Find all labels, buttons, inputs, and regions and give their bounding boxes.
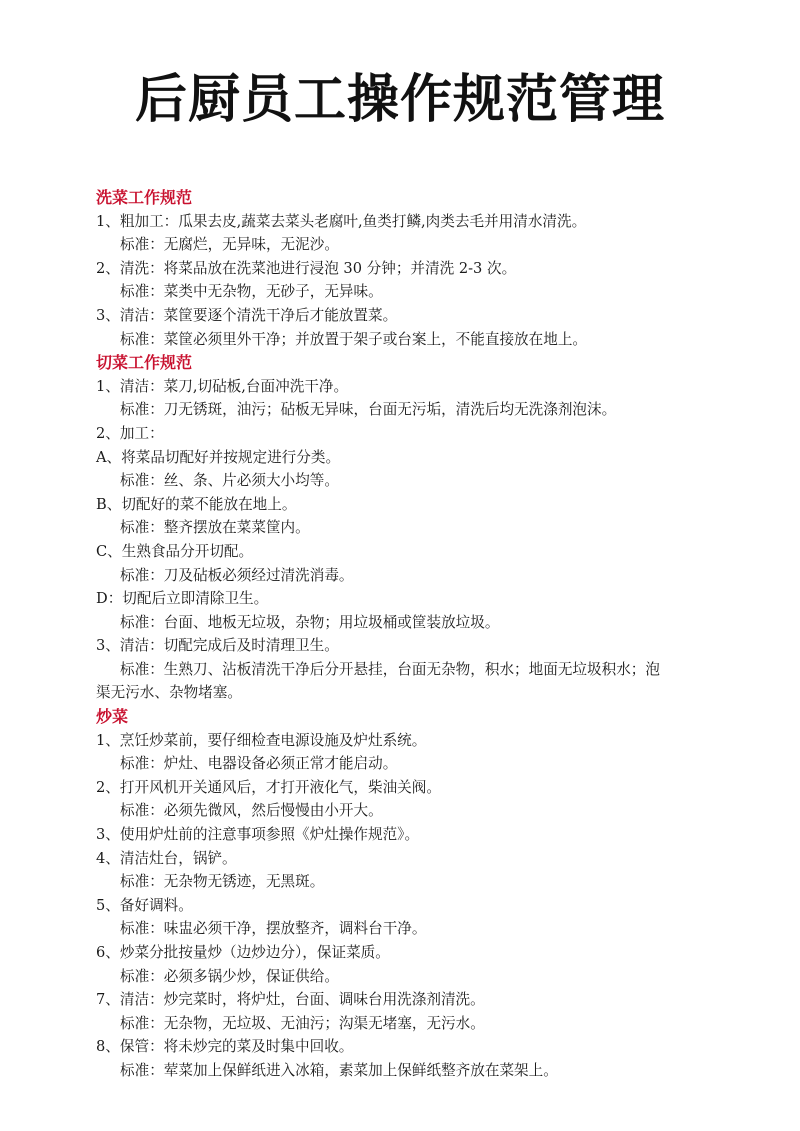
rule-line: 2、加工： <box>96 424 164 442</box>
rule-line: 2、清洗：将菜品放在洗菜池进行浸泡 30 分钟；并清洗 2-3 次。 <box>96 259 517 277</box>
rule-line: D：切配后立即清除卫生。 <box>96 590 269 608</box>
standard-line: 标准：荤菜加上保鲜纸进入冰箱，素菜加上保鲜纸整齐放在菜架上。 <box>120 1061 558 1079</box>
section-heading-washing: 洗菜工作规范 <box>96 188 193 207</box>
rule-line: A、将菜品切配好并按规定进行分类。 <box>96 448 341 466</box>
rule-line: 7、清洁：炒完菜时，将炉灶，台面、调味台用洗涤剂清洗。 <box>96 991 485 1009</box>
standard-line: 标准：炉灶、电器设备必须正常才能启动。 <box>120 755 398 773</box>
section-heading-stir-frying: 炒菜 <box>96 707 129 727</box>
rule-line: 1、烹饪炒菜前，要仔细检查电源设施及炉灶系统。 <box>96 731 427 749</box>
section-heading-cutting: 切菜工作规范 <box>96 353 193 373</box>
standard-line: 标准：味盅必须干净，摆放整齐，调料台干净。 <box>120 920 427 938</box>
standard-line: 标准：刀及砧板必须经过清洗消毒。 <box>120 566 354 584</box>
standard-line: 标准：整齐摆放在菜菜筐内。 <box>120 519 310 537</box>
standard-line: 标准：生熟刀、沾板清洗干净后分开悬挂，台面无杂物，积水；地面无垃圾积水；泡 <box>120 660 660 678</box>
rule-line: 1、粗加工：瓜果去皮,蔬菜去菜头老腐叶,鱼类打鳞,肉类去毛并用清水清洗。 <box>96 212 587 230</box>
standard-line: 标准：无杂物，无垃圾、无油污；沟渠无堵塞，无污水。 <box>120 1014 485 1032</box>
rule-line: 6、炒菜分批按量炒（边炒边分），保证菜质。 <box>96 944 390 961</box>
rule-line: 3、使用炉灶前的注意事项参照《炉灶操作规范》。 <box>96 826 420 844</box>
document-body <box>96 186 736 1083</box>
standard-line: 标准：菜类中无杂物，无砂子，无异味。 <box>120 283 383 301</box>
document-title: 后厨员工操作规范管理 <box>134 70 665 130</box>
rule-line: 4、清洁灶台，锅铲。 <box>96 849 237 867</box>
standard-line: 标准：无杂物无锈迹，无黑斑。 <box>120 873 325 891</box>
standard-line: 标准：台面、地板无垃圾，杂物；用垃圾桶或筐装放垃圾。 <box>120 613 500 631</box>
rule-line: 8、保管：将未炒完的菜及时集中回收。 <box>96 1038 354 1056</box>
rule-line: 2、打开风机开关通风后，才打开液化气，柴油关阀。 <box>96 778 441 796</box>
rule-line: 3、清洁：切配完成后及时清理卫生。 <box>96 637 339 655</box>
standard-line: 标准：必须先微风，然后慢慢由小开大。 <box>120 802 383 820</box>
standard-line-continuation: 渠无污水、杂物堵塞。 <box>96 684 242 702</box>
rule-line: 5、备好调料。 <box>96 896 193 914</box>
rule-line: C、生熟食品分开切配。 <box>96 542 254 560</box>
rule-line: B、切配好的菜不能放在地上。 <box>96 495 297 513</box>
rule-line: 1、清洁：菜刀,切砧板,台面冲洗干净。 <box>96 377 349 395</box>
standard-line: 标准：无腐烂，无异味，无泥沙。 <box>120 236 339 254</box>
standard-line: 标准：丝、条、片必须大小均等。 <box>120 472 339 490</box>
rule-line: 3、清洁：菜筐要逐个清洗干净后才能放置菜。 <box>96 306 398 324</box>
standard-line: 标准：必须多锅少炒，保证供给。 <box>120 967 339 985</box>
standard-line: 标准：刀无锈斑，油污；砧板无异味，台面无污垢，清洗后均无洗涤剂泡沫。 <box>120 401 617 419</box>
standard-line: 标准：菜筐必须里外干净；并放置于架子或台案上，不能直接放在地上。 <box>120 330 588 348</box>
